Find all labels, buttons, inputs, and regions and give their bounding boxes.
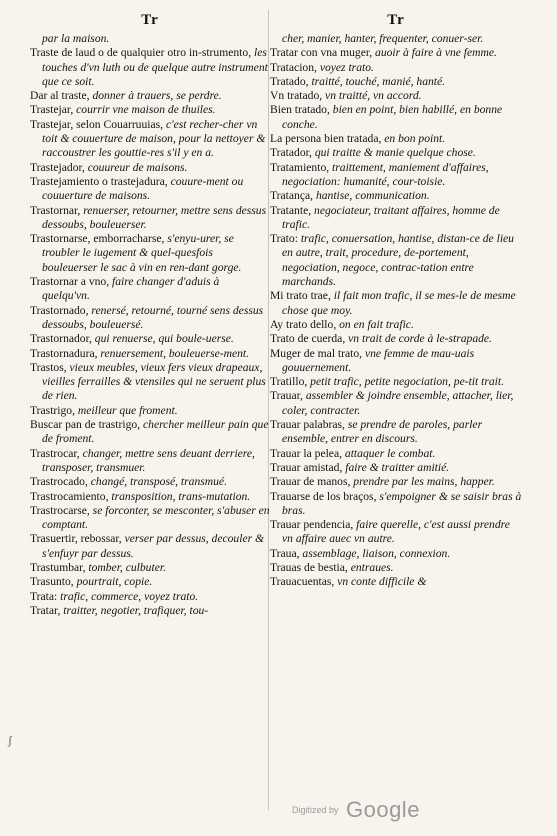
entry-definition: assemblage, liaison, connexion. xyxy=(299,546,451,560)
dictionary-entry xyxy=(30,532,270,561)
entry-definition: traittement, maniement d'affaires, negociation: humanité, cour-toisie. xyxy=(282,160,489,188)
entry-definition: vne femme de mau-uais gouuernement. xyxy=(282,346,475,374)
digitized-label: Digitized by xyxy=(292,805,339,815)
entry-headword: Muger de mal trato, xyxy=(270,346,363,360)
entry-headword: Trastejar, selon Couarruuias, xyxy=(30,117,164,131)
entry-headword: Dar al traste, xyxy=(30,89,90,103)
entry-headword: Tratar, xyxy=(30,603,61,617)
entry-definition: courrir vne maison de thuiles. xyxy=(73,103,216,117)
dictionary-entry xyxy=(270,547,522,561)
dictionary-entry xyxy=(270,61,522,75)
dictionary-entry xyxy=(30,161,270,175)
dictionary-entry xyxy=(270,232,522,289)
entry-headword: Trastos, xyxy=(30,360,67,374)
dictionary-entry xyxy=(270,75,522,89)
entry-definition: renuersement, bouleuerse-ment. xyxy=(97,346,250,360)
entry-definition: se forconter, se mesconter, s'abuser en comptant. xyxy=(42,503,270,532)
dictionary-entry xyxy=(270,561,522,575)
dictionary-entry xyxy=(270,518,522,547)
entry-definition: donner à trauers, se perdre. xyxy=(89,89,222,103)
entry-definition: par la maison. xyxy=(42,32,110,45)
entry-definition: entraues. xyxy=(347,560,394,574)
right-column xyxy=(270,10,522,590)
entry-definition: les touches d'vn luth ou de quelque autre instrument que ce soit. xyxy=(42,46,268,88)
entry-headword: Tratar con vna muger, xyxy=(270,46,373,60)
entry-headword: Trastornarse, emborracharse, xyxy=(30,232,165,246)
dictionary-entry xyxy=(30,103,270,117)
dictionary-entry xyxy=(30,604,270,618)
dictionary-entry xyxy=(270,575,522,589)
entry-definition: faire querelle, c'est aussi prendre vn affaire auec vn autre. xyxy=(282,518,510,546)
entry-definition: meilleur que froment. xyxy=(75,403,178,417)
entry-headword: Trauar amistad, xyxy=(270,460,343,474)
entry-definition: renersé, retourné, tourné sens dessus dessoubs, bouleuersé. xyxy=(42,303,264,331)
right-running-head: Tr xyxy=(387,12,405,28)
entry-headword: Bien tratado, xyxy=(270,103,330,117)
entry-headword: Trauar, xyxy=(270,389,303,403)
entry-headword: Trasuertir, rebossar, xyxy=(30,532,122,546)
entry-headword: La persona bien tratada, xyxy=(270,132,382,146)
entry-definition: c'est recher-cher vn toit & couuerture de maison, pour la nettoyer & raccoustrer les gouttie-res s'il y en a. xyxy=(42,117,266,160)
entry-headword: Trauar de manos, xyxy=(270,475,351,489)
dictionary-entry xyxy=(270,146,522,160)
entry-definition: faire changer d'aduis à quelqu'vn. xyxy=(42,275,220,303)
dictionary-entry xyxy=(270,347,522,376)
entry-definition: negociateur, traitant affaires, homme de trafic. xyxy=(282,203,500,231)
entry-definition: qui traitte & manie quelque chose. xyxy=(311,146,476,160)
dictionary-entry xyxy=(30,504,270,533)
entry-headword: Tratillo, xyxy=(270,375,308,389)
entry-headword: Trastornar a vno, xyxy=(30,275,110,289)
entry-headword: Trastumbar, xyxy=(30,560,86,574)
google-logo: Google xyxy=(345,797,420,822)
entry-headword: Trasunto, xyxy=(30,575,74,589)
entry-definition: bien en point, bien habillé, en bonne conche. xyxy=(282,103,503,131)
entry-definition: verser par dessus, decouler & s'enfuyr par dessus. xyxy=(42,532,265,560)
dictionary-entry xyxy=(270,89,522,103)
entry-headword: Mi trato trae, xyxy=(270,289,331,303)
entry-definition: vn trait de corde à le-strapade. xyxy=(345,332,492,346)
dictionary-entry xyxy=(30,361,270,404)
entry-headword: Tratança, xyxy=(270,189,314,203)
dictionary-entry xyxy=(30,89,270,103)
dictionary-entry xyxy=(30,404,270,418)
entry-headword: Trastrocarse, xyxy=(30,503,90,517)
entry-definition: il fait mon trafic, il se mes-le de mesme chose que moy. xyxy=(282,289,516,317)
dictionary-entry xyxy=(30,46,270,89)
entry-headword: Trauar palabras, xyxy=(270,418,345,432)
digitized-watermark xyxy=(292,797,420,823)
entry-definition: se prendre de paroles, parler ensemble, entrer en discours. xyxy=(282,418,483,446)
entry-definition: changer, mettre sens deuant derriere, transposer, transmuer. xyxy=(42,446,255,474)
dictionary-entry xyxy=(270,332,522,346)
dictionary-entry xyxy=(30,475,270,489)
entry-headword: Ay trato dello, xyxy=(270,317,337,331)
entry-definition: couure-ment ou couuerture de maisons. xyxy=(42,174,244,203)
entry-headword: Tratante, xyxy=(270,203,312,217)
entry-headword: Trastrocado, xyxy=(30,475,88,489)
entry-definition: pourtrait, copie. xyxy=(73,575,153,589)
entry-definition: transposition, trans-mutation. xyxy=(108,489,251,503)
entry-definition: vn traitté, vn accord. xyxy=(322,89,422,103)
dictionary-entry xyxy=(30,118,270,161)
dictionary-entry xyxy=(30,575,270,589)
left-running-head: Tr xyxy=(141,12,159,28)
dictionary-entry xyxy=(270,447,522,461)
entry-headword: Tratamiento, xyxy=(270,160,330,174)
dictionary-entry xyxy=(30,275,270,304)
entry-definition: trafic, commerce, voyez trato. xyxy=(57,589,199,603)
dictionary-entry xyxy=(30,418,270,447)
dictionary-entry xyxy=(30,175,270,204)
entry-headword: Traua, xyxy=(270,546,300,560)
entry-headword: Trastornador, xyxy=(30,332,92,346)
left-column xyxy=(30,10,270,618)
entry-headword: Trastornar, xyxy=(30,203,81,217)
entry-headword: Trastrocamiento, xyxy=(30,489,109,503)
dictionary-entry xyxy=(270,318,522,332)
entry-definition: petit trafic, petite negociation, pe-tit trait. xyxy=(307,375,505,389)
entry-definition: attaquer le combat. xyxy=(342,446,436,460)
entry-headword: Trato de cuerda, xyxy=(270,332,346,346)
entry-definition: on en fait trafic. xyxy=(336,317,414,331)
dictionary-entry xyxy=(270,103,522,132)
dictionary-entry xyxy=(30,447,270,476)
entry-definition: assembler & joindre ensemble, attacher, lier, coler, contracter. xyxy=(282,389,514,417)
entry-headword: Trauacuentas, xyxy=(270,575,335,589)
dictionary-entry xyxy=(30,32,270,46)
entry-definition: trafic, conuersation, hantise, distan-ce de lieu en autre, trait, procedure, de-portement, negociation, negoce, contrac-tation entre marchands. xyxy=(282,232,514,289)
dictionary-entry xyxy=(270,490,522,519)
entry-headword: Trata: xyxy=(30,589,58,603)
entry-headword: Trastrocar, xyxy=(30,446,80,460)
dictionary-entry xyxy=(30,204,270,233)
entry-definition: tomber, culbuter. xyxy=(85,560,166,574)
entry-definition: auoir à faire à vne femme. xyxy=(372,46,497,60)
entry-definition: qui renuerse, qui boule-uerse. xyxy=(91,332,234,346)
dictionary-entry xyxy=(30,561,270,575)
entry-headword: Traste de laud o de qualquier otro in-strumento, xyxy=(30,46,252,60)
dictionary-entry xyxy=(30,490,270,504)
entry-headword: Trastornadura, xyxy=(30,346,98,360)
dictionary-entry xyxy=(270,389,522,418)
dictionary-entry xyxy=(30,232,270,275)
entry-definition: traitté, touché, manié, hanté. xyxy=(308,74,446,88)
left-entries xyxy=(30,32,270,618)
entry-headword: Trauarse de los braços, xyxy=(270,489,377,503)
entry-definition: cher, manier, hanter, frequenter, conuer-ser. xyxy=(282,32,484,45)
entry-definition: hantise, communication. xyxy=(313,189,430,203)
entry-headword: Tratador, xyxy=(270,146,312,160)
entry-headword: Trastejamiento o trastejadura, xyxy=(30,174,168,188)
dictionary-entry xyxy=(270,46,522,60)
entry-headword: Trauas de bestia, xyxy=(270,560,348,574)
dictionary-entry xyxy=(270,418,522,447)
entry-definition: s'enyu-urer, se troubler le iugement & quel-quesfois bouleuerser le sac à vin en ren-dant gorge. xyxy=(42,232,242,274)
entry-definition: couureur de maisons. xyxy=(84,160,188,174)
margin-mark: ʃ xyxy=(8,733,12,747)
entry-headword: Trastejador, xyxy=(30,160,85,174)
dictionary-entry xyxy=(270,32,522,46)
dictionary-entry xyxy=(270,132,522,146)
entry-headword: Trastornado, xyxy=(30,303,89,317)
entry-headword: Tratacion, xyxy=(270,60,317,74)
entry-headword: Buscar pan de trastrigo, xyxy=(30,418,141,432)
dictionary-entry xyxy=(30,590,270,604)
entry-headword: Tratado, xyxy=(270,74,309,88)
entry-headword: Trato: xyxy=(270,232,298,246)
dictionary-entry xyxy=(270,289,522,318)
entry-definition: changé, transposé, transmué. xyxy=(87,475,227,489)
dictionary-entry xyxy=(30,347,270,361)
entry-definition: vieux meubles, vieux fers vieux drapeaux, vieilles ferrailles & vtensiles qui ne seruent plus de rien. xyxy=(42,360,266,403)
entry-definition: faire & traitter amitié. xyxy=(342,460,450,474)
entry-definition: traitter, negotier, trafiquer, tou- xyxy=(60,603,209,617)
entry-headword: Trauar la pelea, xyxy=(270,446,343,460)
entry-headword: Trastejar, xyxy=(30,103,74,117)
entry-headword: Trauar pendencia, xyxy=(270,518,354,532)
dictionary-entry xyxy=(270,189,522,203)
entry-definition: en bon point. xyxy=(381,132,446,146)
dictionary-entry xyxy=(270,161,522,190)
entry-headword: Trastrigo, xyxy=(30,403,75,417)
entry-definition: renuerser, retourner, mettre sens dessus dessoubs, bouleuerser. xyxy=(42,203,267,231)
dictionary-entry xyxy=(270,475,522,489)
entry-definition: voyez trato. xyxy=(316,60,374,74)
entry-definition: chercher meilleur pain que de froment. xyxy=(42,418,269,446)
entry-headword: Vn tratado, xyxy=(270,89,323,103)
dictionary-entry xyxy=(30,332,270,346)
dictionary-entry xyxy=(270,375,522,389)
right-entries xyxy=(270,32,522,590)
dictionary-entry xyxy=(270,461,522,475)
entry-definition: prendre par les mains, happer. xyxy=(350,475,495,489)
dictionary-entry xyxy=(270,204,522,233)
entry-definition: s'empoigner & se saisir bras à bras. xyxy=(282,489,522,517)
dictionary-entry xyxy=(30,304,270,333)
entry-definition: vn conte difficile & xyxy=(334,575,427,589)
